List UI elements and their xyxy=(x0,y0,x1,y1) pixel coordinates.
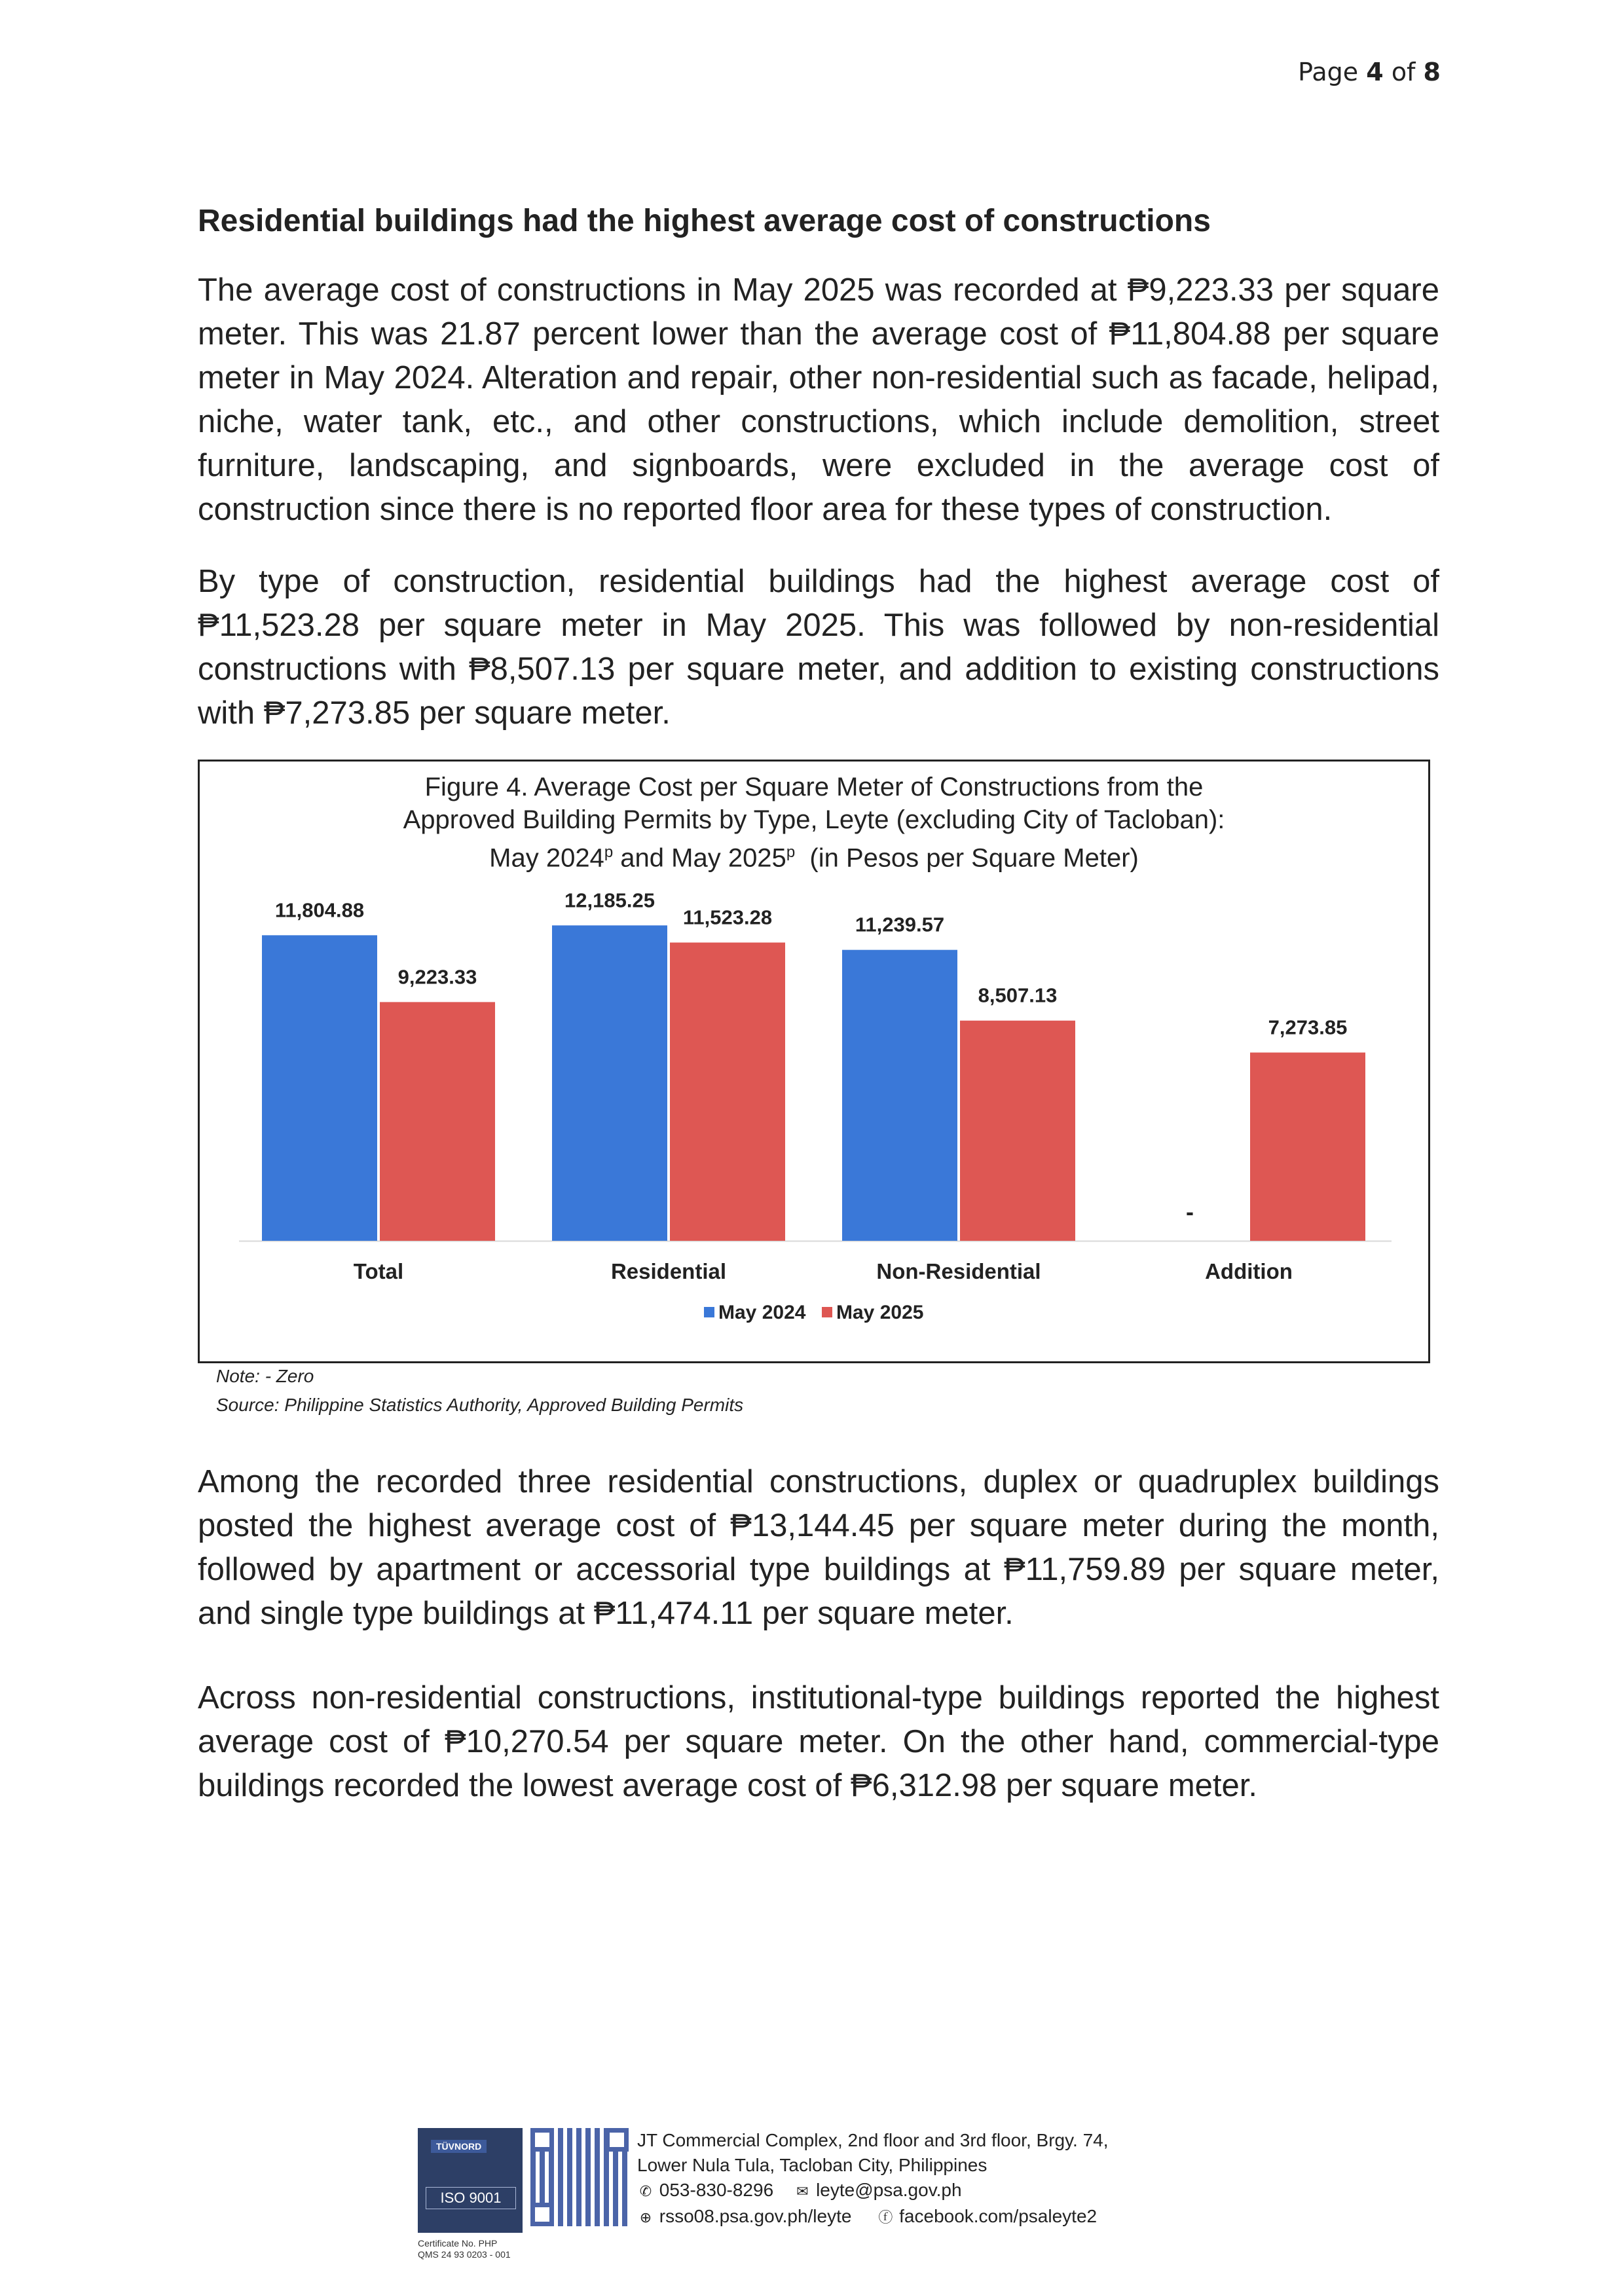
paragraph-average-cost: The average cost of constructions in May 2025 was recorded at ₱9,223.33 per square meter. This was 21.87 percent lower than the average cost of ₱11,804.88 per square meter in May 2024. Alteration and repair, other non-residential such as facade, helipad, niche, water tank, etc., and other constructions, which include demolition, street furniture, landscaping, and signboards, were excluded in the average cost of construction since there is no reported floor area for these types of construction. xyxy=(198,272,1439,527)
bar-non-residential-may-2025 xyxy=(960,1021,1075,1241)
bar-total-may-2025 xyxy=(380,1002,495,1241)
figure-title-line-1: Figure 4. Average Cost per Square Meter of Constructions from the xyxy=(424,773,1204,801)
bar-chart xyxy=(200,762,1428,1361)
note-zero: Note: - Zero xyxy=(216,1366,314,1386)
iso-certification-badge xyxy=(418,2128,523,2233)
phone-icon: ✆ xyxy=(639,2183,652,2199)
paragraph-non-residential: Across non-residential constructions, institutional-type buildings reported the highest average cost of ₱10,270.54 per square meter. On the other hand, commercial-type buildings recorded the lowest average cost of ₱6,312.98 per square meter. xyxy=(198,1680,1439,1803)
legend-swatch-may-2024 xyxy=(704,1307,714,1317)
figure-notes xyxy=(216,1362,743,1420)
figure-4-box xyxy=(198,760,1430,1363)
page-of: of xyxy=(1391,58,1416,86)
iso-standard-label: ISO 9001 xyxy=(426,2187,516,2209)
qr-code[interactable] xyxy=(530,2128,629,2226)
address-line-1: JT Commercial Complex, 2nd floor and 3rd floor, Brgy. 74, xyxy=(637,2130,1109,2150)
globe-icon: ⊕ xyxy=(639,2209,652,2226)
page-current: 4 xyxy=(1366,58,1384,86)
bar-total-may-2024 xyxy=(262,935,377,1241)
data-label-non-residential-may-2024: 11,239.57 xyxy=(855,913,945,936)
bar-residential-may-2024 xyxy=(552,925,667,1241)
figure-title-line-3: May 2024$^p$ and May 2025$^p$ (in Pesos per Square Meter) xyxy=(489,843,1139,873)
facebook-link[interactable]: facebook.com/psaleyte2 xyxy=(899,2206,1098,2226)
data-label-addition-may-2025: 7,273.85 xyxy=(1268,1016,1348,1039)
page-number xyxy=(1277,58,1441,86)
data-label-residential-may-2024: 12,185.25 xyxy=(564,889,655,912)
legend-swatch-may-2025 xyxy=(822,1307,832,1317)
paragraph-by-type: By type of construction, residential buildings had the highest average cost of ₱11,523.28 per square meter in May 2025. This was followed by non-residential constructions with ₱8,507.13 per square meter, and addition to existing constructions with ₱7,273.85 per square meter. xyxy=(198,564,1439,731)
facebook-icon: ⓕ xyxy=(878,2209,893,2226)
legend-label-may-2025: May 2025 xyxy=(836,1302,924,1323)
data-label-addition-may-2024: - xyxy=(1186,1198,1194,1225)
category-label-residential: Residential xyxy=(610,1259,727,1283)
page-total: 8 xyxy=(1423,58,1441,86)
contact-info xyxy=(637,2128,1109,2230)
data-label-total-may-2025: 9,223.33 xyxy=(397,965,477,989)
figure-title-line-2: Approved Building Permits by Type, Leyte (excluding City of Tacloban): xyxy=(403,805,1225,834)
footer xyxy=(418,2128,1269,2259)
page-label: Page xyxy=(1298,58,1359,86)
bar-non-residential-may-2024 xyxy=(842,950,957,1241)
source-note: Source: Philippine Statistics Authority, Approved Building Permits xyxy=(216,1395,744,1415)
email-address[interactable]: leyte@psa.gov.ph xyxy=(816,2180,962,2200)
data-label-non-residential-may-2025: 8,507.13 xyxy=(978,983,1058,1007)
address-line-2: Lower Nula Tula, Tacloban City, Philippines xyxy=(637,2155,987,2175)
section-heading: Residential buildings had the highest average cost of constructions xyxy=(198,204,1211,238)
bar-residential-may-2025 xyxy=(670,942,785,1241)
category-label-non-residential: Non-Residential xyxy=(876,1259,1041,1283)
bar-addition-may-2025 xyxy=(1250,1052,1365,1241)
email-icon: ✉ xyxy=(796,2183,809,2199)
certifier-logo: TÜVNORD xyxy=(431,2140,487,2153)
data-label-residential-may-2025: 11,523.28 xyxy=(682,906,773,929)
category-label-total: Total xyxy=(353,1259,404,1283)
website-link[interactable]: rsso08.psa.gov.ph/leyte xyxy=(659,2206,852,2226)
data-label-total-may-2024: 11,804.88 xyxy=(274,898,365,922)
category-label-addition: Addition xyxy=(1205,1259,1293,1283)
phone-number[interactable]: 053-830-8296 xyxy=(659,2180,774,2200)
paragraph-residential: Among the recorded three residential constructions, duplex or quadruplex buildings posted the highest average cost of ₱13,144.45 per square meter during the month, followed by apartment or accessorial type buildings at ₱11,759.89 per square meter, and single type buildings at ₱11,474.11 per square meter. xyxy=(198,1464,1439,1631)
legend-label-may-2024: May 2024 xyxy=(718,1302,806,1323)
certificate-number: Certificate No. PHP QMS 24 93 0203 - 001 xyxy=(418,2238,511,2260)
